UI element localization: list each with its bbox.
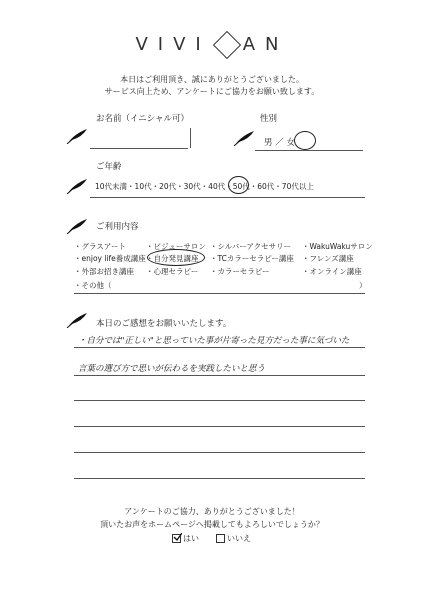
- comment-line-2[interactable]: [74, 375, 365, 376]
- comment-label: 本日のご感想をお願いいたします。: [96, 319, 232, 329]
- feather-icon: [66, 312, 88, 328]
- option-silver-accessory[interactable]: ・シルバーアクセサリー: [210, 242, 292, 251]
- feather-icon: [66, 128, 88, 144]
- option-online-course[interactable]: ・オンライン講座: [302, 267, 362, 276]
- option-enjoy-life[interactable]: ・enjoy life養成講座: [74, 254, 146, 263]
- name-label: お名前（イニシャル可）: [96, 114, 189, 124]
- comment-line-5[interactable]: [74, 452, 365, 453]
- intro-line-2: サービス向上ため、アンケートにご協力をお願い致します。: [104, 87, 320, 96]
- gender-label: 性別: [260, 114, 278, 124]
- option-tc-color-therapy[interactable]: ・TCカラーセラピー講座: [210, 254, 294, 263]
- no-label: いいえ: [227, 534, 251, 543]
- age-selection-circle: [228, 176, 249, 194]
- gender-options: [264, 136, 295, 148]
- feather-icon: [233, 130, 255, 146]
- check-mark-icon: [173, 533, 182, 542]
- consent-yes-option[interactable]: [172, 533, 199, 544]
- consent-no-option[interactable]: [216, 533, 251, 544]
- no-checkbox[interactable]: [216, 534, 225, 543]
- option-wakuwaku-salon[interactable]: ・WakuWakuサロン: [302, 242, 373, 251]
- comment-answer-line-1: ・自分では"正しい"と思っていた事が片寄った見方だった事に気づいた: [78, 336, 350, 346]
- footer-line-1: アンケートのご協力、ありがとうございました！: [124, 507, 300, 516]
- yes-checkbox[interactable]: [172, 534, 181, 543]
- gender-line: [255, 150, 363, 151]
- age-label: ご年齢: [96, 162, 122, 172]
- footer-line-2: 頂いたお声をホームページへ掲載してもよろしいでしょうか？: [100, 520, 324, 529]
- option-bijou-salon[interactable]: ・ビジューサロン: [146, 242, 206, 251]
- age-line: [90, 197, 365, 198]
- option-external-course[interactable]: ・外部お招き講座: [74, 267, 134, 276]
- logo-text-left: VIVI: [135, 34, 211, 55]
- logo-text-right: AN: [242, 34, 289, 55]
- option-color-therapy[interactable]: ・カラーセラピー: [210, 267, 270, 276]
- comment-line-4[interactable]: [74, 426, 365, 427]
- name-input-line[interactable]: [90, 148, 188, 149]
- comment-answer-line-2: 言葉の選び方で思いが伝わるを実践したいと思う: [78, 364, 266, 374]
- gender-male[interactable]: 男: [264, 138, 273, 148]
- name-divider: [190, 128, 191, 148]
- age-options[interactable]: 10代未満・10代・20代・30代・40代・50代・60代・70代以上: [95, 182, 314, 191]
- option-other[interactable]: ・その他（: [74, 281, 112, 290]
- footer-text: [0, 505, 424, 531]
- gender-separator: ／: [275, 138, 284, 148]
- comment-line-1[interactable]: [74, 347, 365, 348]
- option-friends-course[interactable]: ・フレンズ講座: [302, 254, 354, 263]
- option-glass-art[interactable]: ・グラスアート: [74, 242, 127, 251]
- usage-label: ご利用内容: [96, 222, 139, 232]
- gender-female[interactable]: 女: [286, 138, 295, 148]
- feather-icon: [66, 218, 88, 234]
- logo-mark-icon: [213, 31, 241, 59]
- intro-text: [0, 74, 424, 98]
- yes-label: はい: [183, 534, 199, 543]
- usage-line: [74, 293, 365, 294]
- comment-line-6[interactable]: [74, 478, 365, 479]
- gender-selection-circle: [294, 131, 316, 150]
- intro-line-1: 本日はご利用頂き、誠にありがとうございました。: [120, 75, 304, 84]
- option-self-discovery[interactable]: ・自分発見講座: [146, 254, 199, 263]
- feather-icon: [66, 178, 88, 194]
- usage-selection-circle: [147, 249, 205, 266]
- option-psycho-therapy[interactable]: ・心理セラピー: [146, 267, 199, 276]
- brand-logo: [0, 34, 424, 55]
- comment-line-3[interactable]: [74, 400, 365, 401]
- option-other-close: ）: [359, 281, 367, 290]
